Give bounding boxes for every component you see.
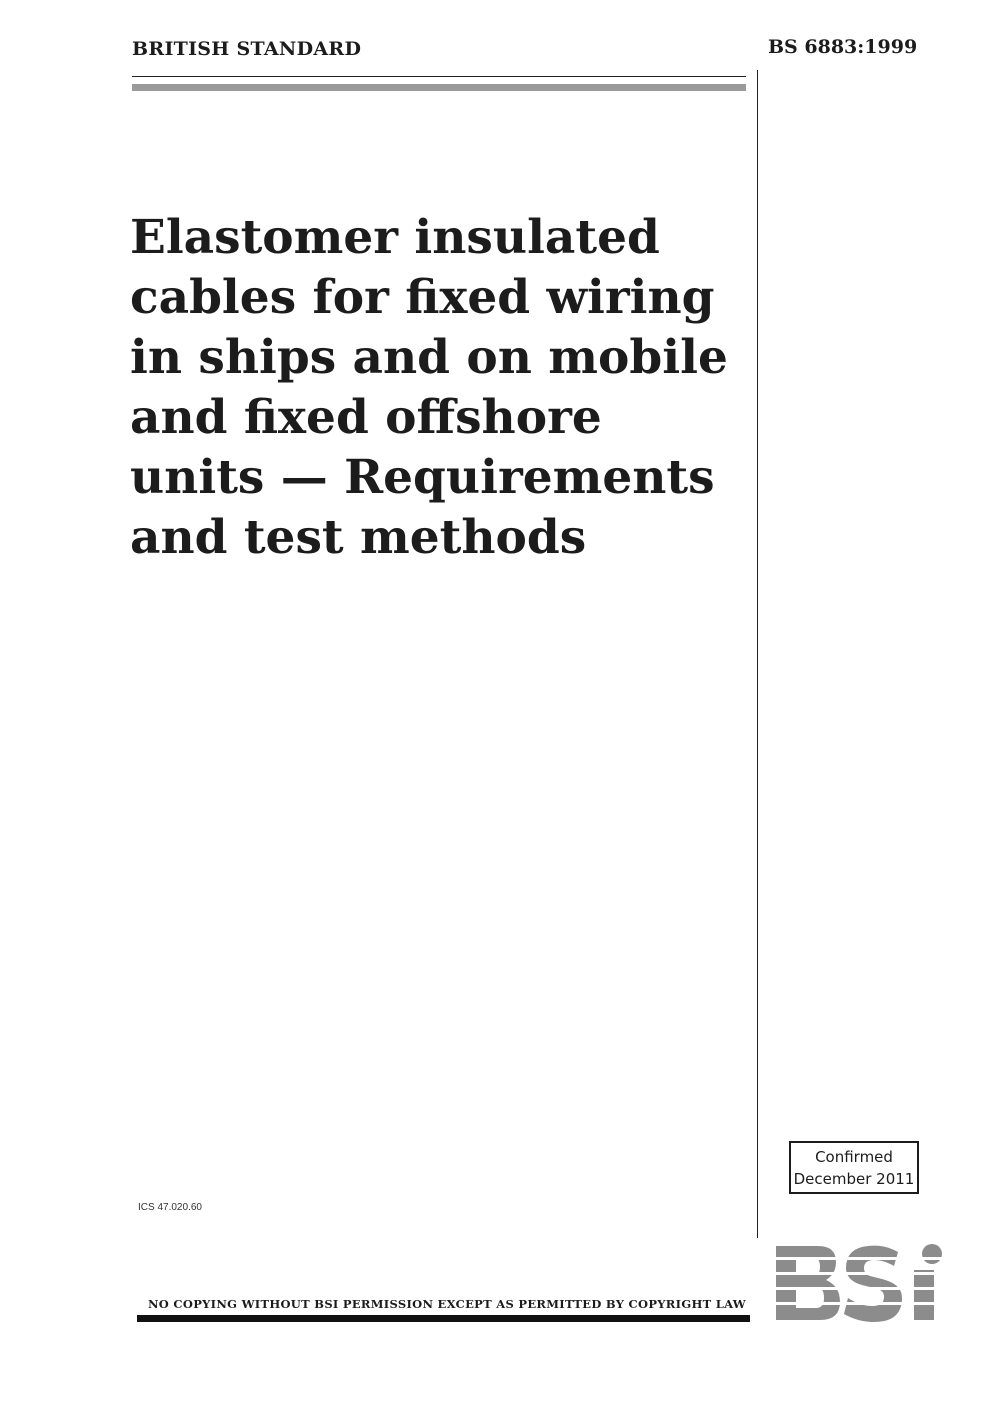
- header-rule: [132, 76, 746, 77]
- title-line: units — Requirements: [130, 450, 715, 505]
- footer-rule: [137, 1315, 750, 1322]
- header-grey-bar: [132, 84, 746, 91]
- title-line: Elastomer insulated: [130, 210, 660, 265]
- confirmation-stamp: [789, 1141, 919, 1194]
- vertical-divider: [757, 70, 758, 1238]
- bsi-logo: [774, 1242, 950, 1324]
- title-line: cables for fixed wiring: [130, 270, 715, 325]
- confirmation-date: December 2011: [793, 1169, 915, 1188]
- confirmation-status: Confirmed: [815, 1147, 893, 1166]
- standard-number: BS 6883:1999: [768, 36, 918, 58]
- title-line: and fixed offshore: [130, 390, 602, 445]
- copyright-notice: NO COPYING WITHOUT BSI PERMISSION EXCEPT AS PERMITTED BY COPYRIGHT LAW: [148, 1297, 747, 1311]
- title-line: and test methods: [130, 510, 587, 565]
- ics-code: ICS 47.020.60: [138, 1202, 202, 1213]
- document-title: [130, 208, 740, 568]
- title-line: in ships and on mobile: [130, 330, 728, 385]
- series-label: BRITISH STANDARD: [132, 38, 362, 60]
